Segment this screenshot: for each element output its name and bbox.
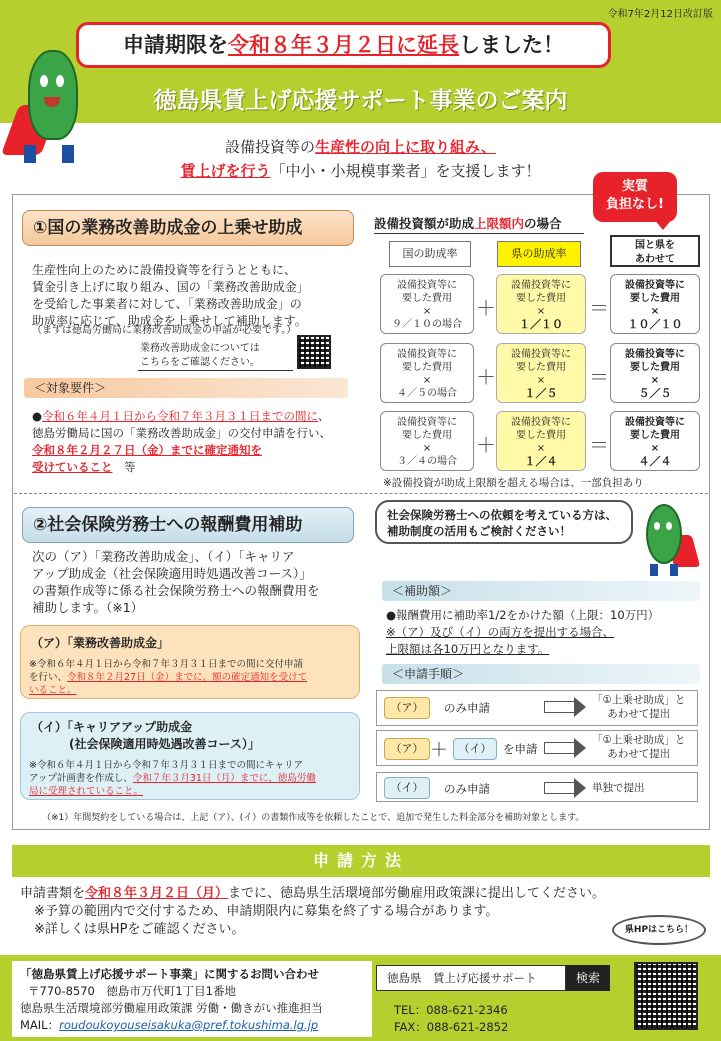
search-box[interactable]: 徳島県 賃上げ応援サポート — [376, 965, 566, 991]
row-line2: 要した費用 — [516, 362, 566, 373]
row-line1: 設備投資等に — [511, 280, 571, 291]
qr-code-hp[interactable] — [634, 962, 698, 1030]
box-a-l1: ※令和６年４月１日から令和７年３月３１日までの間に交付申請 — [29, 659, 303, 670]
formula-pref-1 — [496, 343, 586, 403]
box-i-title2: (社会保険適用時処遇改善コース）」 — [69, 737, 260, 751]
th-pre: 設備投資額が助成 — [374, 216, 475, 231]
section1-title: ①国の業務改善助成金の上乗せ助成 — [22, 210, 354, 246]
col-header-total — [610, 235, 700, 267]
row-line2: 要した費用 — [402, 362, 452, 373]
col-header-national: 国の助成率 — [389, 241, 471, 267]
table-heading — [374, 214, 562, 232]
tag-i-3: （イ） — [384, 777, 430, 799]
row-pref: １／４ — [524, 455, 558, 468]
qr-cap-l1: 業務改善助成金については — [140, 343, 260, 354]
intro-l2-post: 「中小・小規模事業者」を支援します！ — [270, 162, 541, 180]
row-line2: 要した費用 — [516, 293, 566, 304]
row-times: × — [650, 375, 660, 386]
box-a-text — [29, 658, 359, 697]
amount-l3: 上限額は各10万円となります。 — [386, 642, 550, 656]
plus-sign-2: ＋ — [476, 433, 496, 457]
row-total: ５／５ — [638, 387, 672, 400]
box-i-title — [31, 719, 260, 753]
equals-sign-1: ＝ — [589, 365, 609, 389]
formula-national-1 — [380, 343, 474, 403]
box-i-title1: （イ）「キャリアアップ助成金 — [31, 720, 193, 734]
contact-dept: 徳島県生活環境部労働雇用政策課 労働・働きがい推進担当 — [20, 1001, 323, 1015]
mascot-right — [638, 500, 698, 580]
sec2-l4: 補助します。（※1） — [32, 600, 144, 615]
formula-total-1 — [610, 343, 700, 403]
row-total: ４／４ — [638, 455, 672, 468]
res1-l1: 「①上乗せ助成」と — [592, 694, 686, 706]
arrow-icon-3 — [544, 782, 576, 794]
section2-title: ②社会保険労務士への報酬費用補助 — [22, 507, 354, 543]
res2-l2: あわせて提出 — [607, 748, 671, 760]
row-times: × — [536, 306, 546, 317]
method-l1-red: 令和８年３月２日（月） — [85, 886, 229, 901]
tag-a-2: （ア） — [384, 738, 430, 760]
deadline-banner — [76, 22, 611, 68]
th-post: の場合 — [524, 216, 562, 231]
result-1 — [592, 693, 685, 721]
formula-national-2 — [380, 411, 474, 471]
plus-sign-1: ＋ — [476, 365, 496, 389]
box-a-l2-red: 令和８年２月27日（金）までに、額の確定通知を受けて — [67, 672, 308, 683]
method-text — [20, 885, 710, 939]
req-end: 等 — [112, 460, 136, 474]
result-3: 単独で提出 — [592, 782, 645, 794]
section1-note: （まずは徳島労働局に業務改善助成金の申請が必要です。） — [32, 325, 297, 336]
amount-text — [386, 607, 706, 658]
intro-l1-pre: 設備投資等の — [225, 138, 316, 156]
sec1-l2: 賃金引き上げに取り組み、国の「業務改善助成金」 — [32, 280, 309, 294]
contact-email-link[interactable]: roudoukoyouseisakuka@pref.tokushima.lg.jp — [59, 1018, 319, 1032]
advice-bubble — [375, 500, 633, 544]
contact-tel: TEL：088-621-2346 — [394, 1003, 508, 1017]
only-label-3: のみ申請 — [444, 782, 490, 796]
section-divider — [14, 493, 708, 494]
row-times: × — [422, 443, 432, 454]
row-line1: 設備投資等に — [397, 280, 457, 291]
contact-fax: FAX：088-621-2852 — [394, 1020, 509, 1034]
sec1-l1: 生産性向上のために設備投資等を行うとともに、 — [32, 263, 297, 277]
contact-address: 〒770-8570 徳島市万代町1丁目1番地 — [28, 984, 236, 998]
section2-body — [32, 548, 362, 616]
arrow-head-3 — [574, 778, 586, 798]
row-times: × — [536, 375, 546, 386]
row-line2: 要した費用 — [402, 430, 452, 441]
no-cost-badge — [593, 172, 677, 222]
intro-l2-em: 賃上げを行う — [180, 162, 271, 180]
revision-date: 令和7年2月12日改訂版 — [607, 9, 713, 20]
procedure-band: ＜申請手順＞ — [382, 664, 700, 684]
section2-footnote: （※1）年間契約をしている場合は、上記（ア）、(イ）の書類作成等を依頼したことで、追加で発生した料金部分を補助対象とします。 — [42, 813, 585, 823]
row-line1: 設備投資等に — [511, 349, 571, 360]
mail-label: MAIL： — [20, 1018, 60, 1032]
deadline-post: しました！ — [459, 33, 564, 57]
sec1-l3: を受給した事業者に対して、「業務改善助成金」の — [32, 297, 302, 311]
req-red2: 令和８年２月２７日（金）までに確定通知を — [32, 443, 262, 457]
equals-sign-2: ＝ — [589, 433, 609, 457]
box-i-career-up — [20, 712, 360, 800]
deadline-highlight: 令和８年３月２日に延長 — [228, 33, 459, 57]
plus-sign: ＋ — [430, 740, 448, 761]
qr-caption — [140, 342, 260, 370]
row-line1: 設備投資等に — [511, 417, 571, 428]
formula-total-2 — [610, 411, 700, 471]
row-line1: 設備投資等に — [625, 349, 685, 360]
req-l1-post: 、 — [318, 409, 330, 423]
search-button[interactable]: 検索 — [566, 965, 610, 991]
req-red3: 受けていること — [32, 460, 113, 474]
formula-total-0 — [610, 274, 700, 334]
amount-l1: ●報酬費用に補助率1/2をかけた額（上限：10万円） — [386, 608, 660, 622]
sec2-l3: の書類作成等に係る社会保険労務士への報酬費用を — [32, 583, 320, 598]
box-a-l3-red: いること。 — [29, 685, 77, 696]
row-line2: 要した費用 — [402, 293, 452, 304]
both-label: を申請 — [503, 742, 538, 756]
qr-cap-l2: こちらをご確認ください。 — [140, 357, 260, 368]
sec1-l4: 助成率に応じて、助成金を上乗せして補助します。 — [32, 314, 307, 328]
sec2-l1: 次の（ア）「業務改善助成金」、（イ）「キャリア — [32, 549, 295, 564]
row-line1: 設備投資等に — [625, 280, 685, 291]
page-title: 徳島県賃上げ応援サポート事業のご案内 — [153, 88, 568, 114]
row-nat: ９／１０の場合 — [392, 319, 462, 330]
req-red1: 令和６年４月１日から令和７年３月３１日までの間に — [42, 409, 319, 423]
box-a-title: （ア）「業務改善助成金」 — [31, 636, 170, 650]
table-footnote: ※設備投資が助成上限額を超える場合は、一部負担あり — [383, 477, 644, 489]
method-l2: ※予算の範囲内で交付するため、申請期限内に募集を終了する場合があります。 — [34, 904, 499, 919]
row-times: × — [650, 306, 660, 317]
bubble-l1: 社会保険労務士への依頼を考えている方は、 — [387, 508, 617, 522]
col3-l1: 国と県を — [635, 240, 675, 251]
req-l2: 徳島労働局に国の「業務改善助成金」の交付申請を行い、 — [32, 426, 331, 440]
row-line2: 要した費用 — [630, 430, 680, 441]
formula-pref-0 — [496, 274, 586, 334]
arrow-head-2 — [574, 738, 586, 758]
amount-l2: ※（ア）及び（イ）の両方を提出する場合、 — [386, 625, 615, 639]
method-l1-pre: 申請書類を — [20, 886, 86, 901]
row-pref: １／５ — [524, 387, 558, 400]
col3-l2: あわせて — [635, 254, 675, 265]
box-a-l2-pre: を行い、 — [29, 672, 68, 683]
box-a-business-improvement — [20, 625, 360, 699]
col-header-pref: 県の助成率 — [497, 241, 581, 267]
arrow-head-1 — [574, 697, 586, 717]
requirements-band: ＜対象要件＞ — [24, 378, 348, 398]
row-line2: 要した費用 — [516, 430, 566, 441]
row-nat: ４／５の場合 — [397, 388, 457, 399]
only-label-1: のみ申請 — [444, 701, 490, 715]
row-nat: ３／４の場合 — [397, 456, 457, 467]
requirements-text: ●令和６年４月１日から令和７年３月３１日までの間に、 徳島労働局に国の「業務改善助成金」の交付申請を行い、 令和８年２月２７日（金）までに確定通知を 受けていること 等 — [32, 408, 367, 476]
row-line1: 設備投資等に — [397, 417, 457, 428]
deadline-pre: 申請期限を — [123, 33, 228, 57]
formula-national-0 — [380, 274, 474, 334]
method-l3: ※詳しくは県HPをご確認ください。 — [34, 922, 245, 937]
row-line2: 要した費用 — [630, 293, 680, 304]
row-pref: １／１０ — [519, 318, 563, 331]
badge-l1: 実質 — [621, 179, 648, 194]
method-title: 申請方法 — [12, 845, 710, 877]
badge-l2: 負担なし! — [606, 197, 664, 212]
plus-sign-0: ＋ — [476, 296, 496, 320]
box-i-l2-red: 令和７年３月31日（月）までに、徳島労働 — [132, 773, 316, 784]
contact-text — [20, 966, 380, 1034]
qr-code-subsidy[interactable] — [297, 335, 331, 369]
res1-l2: あわせて提出 — [607, 708, 671, 720]
row-times: × — [650, 443, 660, 454]
intro-l1-em: 生産性の向上に取り組み、 — [315, 138, 496, 156]
formula-pref-2 — [496, 411, 586, 471]
row-line1: 設備投資等に — [397, 349, 457, 360]
box-i-l3-red: 局に受理されていること。 — [29, 786, 144, 797]
bubble-l2: 補助制度の活用もご検討ください！ — [387, 524, 571, 538]
th-red: 上限額内 — [474, 216, 525, 231]
box-i-l2-pre: アップ計画書を作成し、 — [29, 773, 133, 784]
row-times: × — [422, 375, 432, 386]
box-i-text — [29, 759, 361, 798]
method-l1-post: までに、徳島県生活環境部労働雇用政策課に提出してください。 — [228, 886, 606, 901]
tag-a-1: （ア） — [384, 697, 430, 719]
row-times: × — [536, 443, 546, 454]
qr-caption-underline — [138, 370, 293, 371]
arrow-icon-1 — [544, 701, 576, 713]
res2-l1: 「①上乗せ助成」と — [592, 734, 686, 746]
equals-sign-0: ＝ — [589, 296, 609, 320]
result-2 — [592, 733, 685, 761]
section1-body — [32, 262, 352, 330]
table-heading-underline — [374, 233, 584, 234]
tel-fax — [394, 1002, 508, 1036]
box-i-l1: ※令和６年４月１日から令和７年３月３１日までの間にキャリア — [29, 760, 303, 771]
row-total: １０／１０ — [627, 318, 683, 331]
row-line1: 設備投資等に — [625, 417, 685, 428]
row-line2: 要した費用 — [630, 362, 680, 373]
arrow-icon-2 — [544, 742, 576, 754]
sec2-l2: アップ助成金（社会保険適用時処遇改善コース）」 — [32, 566, 312, 581]
amount-band: ＜補助額＞ — [382, 581, 700, 601]
tag-i-2: （イ） — [453, 738, 497, 760]
contact-title: 「徳島県賃上げ応援サポート事業」に関するお問い合わせ — [20, 967, 319, 981]
row-times: × — [422, 306, 432, 317]
hp-bubble: 県HPはこちら！ — [612, 915, 706, 945]
